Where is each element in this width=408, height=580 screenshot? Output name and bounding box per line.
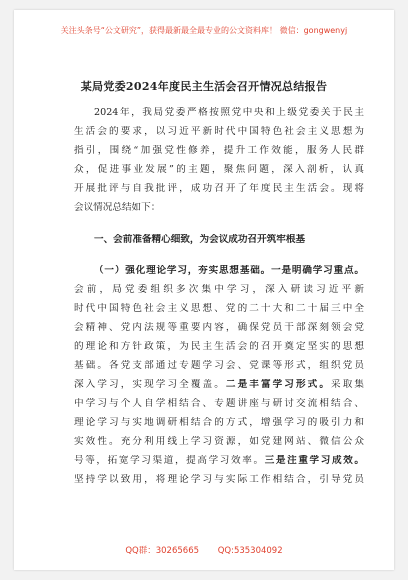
subsection-heading: （一）强化理论学习，夯实思想基础。一是明确学习重点。 [94, 265, 364, 276]
section-heading: 一、会前准备精心细致，为会议成功召开筑牢根基 [94, 234, 306, 245]
bold-text-run: 二是丰富学习形式。 [225, 379, 332, 390]
paragraph-line: 坚持学以致用，将理论学习与实际工作相结合，引导党员 [74, 474, 364, 485]
paragraph-line: 指引，围绕“加强党性修养，提升工作效能，服务人民群 [74, 145, 364, 156]
paragraph-line-mixed [74, 379, 364, 391]
paragraph-line: 理论学习与实地调研相结合的方式，增强学习的吸引力和 [74, 417, 364, 428]
paragraph-line: 基础。各党支部通过专题学习会、党课等形式，组织党员 [74, 360, 364, 371]
text-run: 深入学习，实现学习全覆盖。 [74, 379, 226, 390]
header-notice: 关注头条号“公文研究”，获得最新最全最专业的公文资料库！ 微信：gongwenyj [60, 26, 348, 35]
paragraph-line-mixed [74, 455, 364, 467]
text-run: 号等，拓宽学习渠道，提高学习效率。 [74, 455, 265, 466]
paragraph-line: 众，促进事业发展”的主题，聚焦问题，深入剖析，认真 [74, 164, 364, 175]
document-page [14, 10, 394, 570]
paragraph-line: 时代中国特色社会主义思想、党的二十大和二十届三中全 [74, 303, 364, 314]
footer-contact: QQ群：30265665 QQ:535304092 [125, 546, 283, 556]
paragraph-line: 的理论和方针政策，为民主生活会的召开奠定坚实的思想 [74, 341, 364, 352]
paragraph-line: 实效性。充分利用线上学习资源，如党建网站、微信公众 [74, 436, 364, 447]
paragraph-line: 生活会的要求，以习近平新时代中国特色社会主义思想为 [74, 126, 364, 137]
paragraph-line: 2024年，我局党委严格按照党中央和上级党委关于民主 [94, 107, 364, 118]
paragraph-line: 开展批评与自我批评，成功召开了年度民主生活会。现将 [74, 183, 364, 194]
paragraph-line: 会前，局党委组织多次集中学习，深入研读习近平新 [74, 284, 364, 295]
bold-text-run: 三是注重学习成效。 [264, 455, 364, 466]
document-title: 某局党委2024年度民主生活会召开情况总结报告 [80, 80, 328, 93]
text-run: 采取集 [331, 379, 364, 390]
paragraph-line: 会精神、党内法规等重要内容，确保党员干部深刻领会党 [74, 322, 364, 333]
paragraph-line: 会议情况总结如下： [74, 202, 161, 213]
paragraph-line: 中学习与个人自学相结合、专题讲座与研讨交流相结合、 [74, 398, 364, 409]
